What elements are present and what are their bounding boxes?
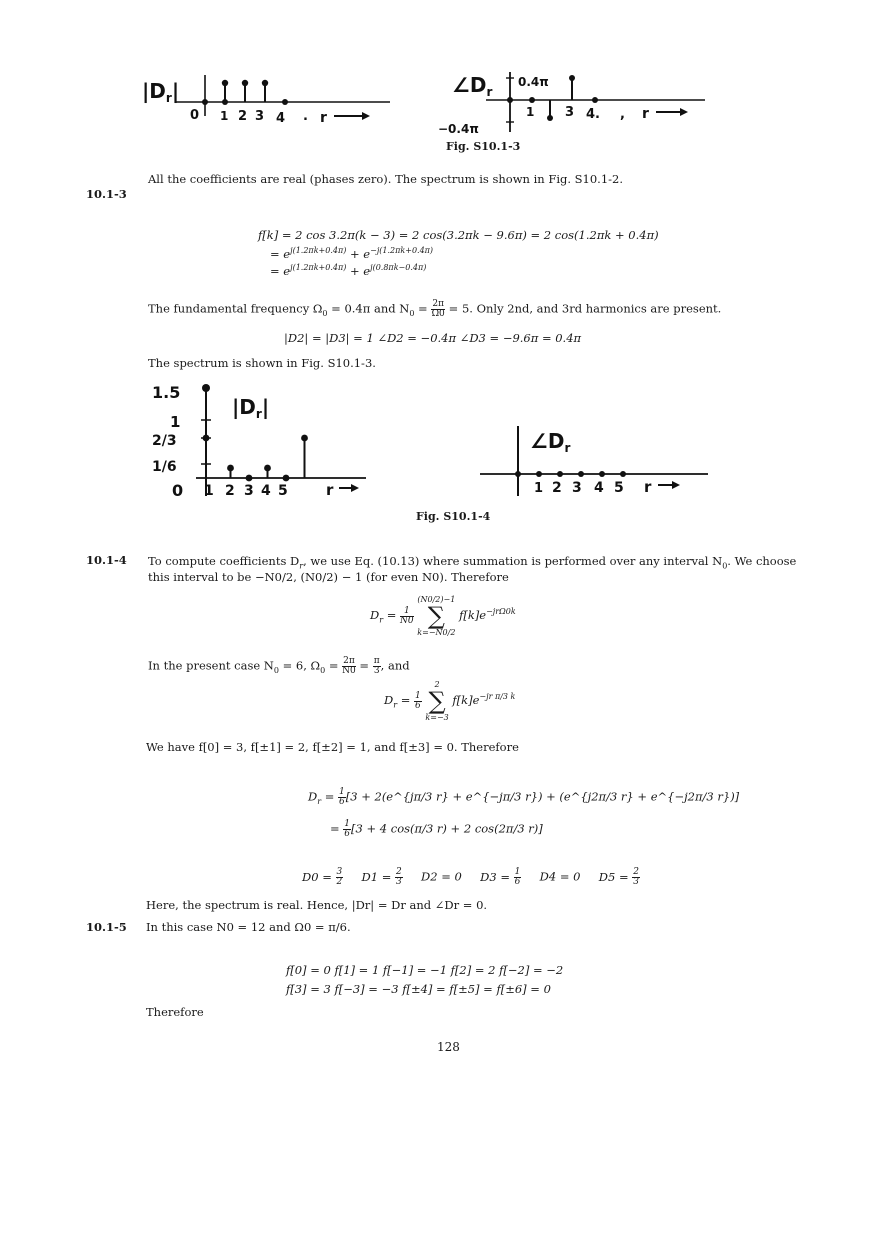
- fig4-tick-0: 0: [172, 481, 184, 500]
- para-we-have: We have f[0] = 3, f[±1] = 2, f[±2] = 1, and f[±3] = 0. Therefore: [146, 740, 519, 754]
- fig4-right-dot: [578, 471, 584, 477]
- fig4-ytick-1-5: 1.5: [152, 383, 181, 402]
- fig4-tick-3: 3: [244, 483, 254, 499]
- fig3-left-dot: [202, 99, 208, 105]
- eq-f-values-1: f[0] = 0 f[1] = 1 f[−1] = −1 f[2] = 2 f[−2] = −2: [286, 963, 564, 977]
- fig3-right-dot: [529, 97, 535, 103]
- para-therefore: Therefore: [146, 1005, 204, 1019]
- fig3-left-stem-head: [222, 80, 228, 86]
- fig4-right-dot: [536, 471, 542, 477]
- fig4-ytick-1: 1: [170, 413, 181, 431]
- arrow-head-icon: [680, 108, 688, 116]
- fig3-tick-1: 1: [220, 109, 229, 123]
- fig4-left-label: $|D_r|$: [232, 395, 270, 421]
- fig4-right-tick-5: 5: [614, 480, 624, 496]
- fig4-stem-head-3: [264, 465, 271, 472]
- page-number: 128: [437, 1040, 460, 1054]
- fig4-right-tick-3: 3: [572, 480, 582, 496]
- fig4-stem-head-1: [227, 465, 234, 472]
- fig4-tick-4: 4: [261, 483, 271, 499]
- section-10-1-4: 10.1-4: [86, 553, 127, 567]
- para-spectrum-real: Here, the spectrum is real. Hence, |Dr| = Dr and ∠Dr = 0.: [146, 898, 488, 912]
- d1-value: D1 = $\frac{2}{3}$: [361, 867, 402, 887]
- para-10-1-5: In this case N0 = 12 and Ω0 = π/6.: [146, 920, 351, 934]
- fig4-ytick-1-6: 1/6: [152, 459, 177, 475]
- fig3-right-stem-head: [569, 75, 575, 81]
- fig3-right-label: $\angle D_r$: [452, 73, 493, 99]
- fig-s10-1-4-drawing: [146, 378, 716, 502]
- fig-s10-1-3-drawing: [140, 70, 720, 136]
- fig-s10-1-4: [146, 378, 716, 502]
- fig3-tick-dot: .: [303, 109, 308, 124]
- eq-dr-expanded-2: = $\frac{1}{6}$ [3 + 4 cos(π/3 r) + 2 cos(2π/3 r)]: [330, 819, 543, 839]
- fig4-caption: Fig. S10.1-4: [416, 510, 491, 523]
- fig3-right-tick-4: 4.: [586, 107, 600, 122]
- eq-fk-line3: = $e^{j(1.2\pi k+0.4\pi)} + e^{j(0.8\pi k-0.4\pi)}$: [270, 263, 427, 278]
- fig3-right-tick-comma: ,: [620, 107, 625, 122]
- arrow-head-icon: [362, 112, 370, 120]
- para-present-case: In the present case $N_0 = 6$, $\Omega_0$ = $\frac{2\pi}{N0}$ = $\frac{\pi}{3}$ , and: [148, 656, 410, 676]
- fig4-stem-head-0: [203, 435, 210, 442]
- sigma-icon: (N0/2)−1 ∑ k=−N0/2: [417, 595, 456, 637]
- section-10-1-3: 10.1-3: [86, 187, 127, 201]
- fig3-right-top: 0.4π: [518, 75, 549, 89]
- d5-value: D5 = $\frac{2}{3}$: [598, 867, 639, 887]
- fig3-left-dot: [222, 99, 228, 105]
- para-10-1-4-line1: To compute coefficients $D_r$, we use Eq. (10.13) where summation is performed over any interval $N_0$. We choose: [148, 554, 797, 571]
- fig3-right-tick-3: 3: [565, 105, 575, 120]
- fig3-left-stem-head: [262, 80, 268, 86]
- d2-value: D2 = 0: [421, 869, 462, 884]
- fig4-tick-2: 2: [225, 483, 235, 499]
- eq-sum-dr-general: $D_r$ = $\frac{1}{N0}$ (N0/2)−1 ∑ k=−N0/2 $f[k]e^{-jr\Omega 0k}$: [370, 595, 516, 637]
- fig3-tick-0: 0: [190, 108, 200, 123]
- fig3-tick-2: 2: [238, 109, 248, 124]
- eq-fk-line2: = $e^{j(1.2\pi k+0.4\pi)} + e^{-j(1.2\pi k+0.4\pi)}$: [270, 246, 434, 261]
- fig4-left-vaxis-top: [202, 384, 210, 392]
- fig4-right-tick-r: r: [644, 478, 652, 496]
- fig3-left-dot: [282, 99, 288, 105]
- d4-value: D4 = 0: [539, 869, 581, 884]
- para-10-1-4-line2: this interval to be −N0/2, (N0/2) − 1 (for even N0). Therefore: [148, 570, 509, 584]
- fig4-right-tick-4: 4: [594, 480, 604, 496]
- fig4-ytick-2-3: 2/3: [152, 433, 177, 449]
- para-coefficients-real: All the coefficients are real (phases zero). The spectrum is shown in Fig. S10.1-2.: [148, 172, 624, 186]
- fig4-stem-head-5: [301, 435, 308, 442]
- fig3-left-label: $|D_r|$: [142, 79, 180, 105]
- fig3-right-tick-1: 1: [526, 105, 535, 119]
- fig4-stem-head-4: [283, 475, 290, 482]
- fig4-tick-5: 5: [278, 483, 288, 499]
- fig4-right-dot: [557, 471, 563, 477]
- fig3-tick-4: 4: [276, 111, 286, 126]
- d0-value: D0 = $\frac{3}{2}$: [302, 867, 343, 887]
- eq-d-coefficients: [302, 868, 640, 887]
- fig4-right-dot: [515, 471, 521, 477]
- eq-sum-dr-specific: $D_r$ = $\frac{1}{6}$ 2 ∑ k=−3 $f[k]e^{-jr \pi/3 k}$: [384, 680, 516, 722]
- fig4-stem-chart: [203, 435, 308, 482]
- fig3-tick-3: 3: [255, 109, 265, 124]
- eq-fk-line1: f[k] = 2 cos 3.2π(k − 3) = 2 cos(3.2πk − 9.6π) = 2 cos(1.2πk + 0.4π): [258, 228, 659, 242]
- eq-f-values-2: f[3] = 3 f[−3] = −3 f[±4] = f[±5] = f[±6] = 0: [286, 982, 551, 996]
- fig3-right-tick-r: r: [642, 106, 649, 122]
- fig3-right-dot: [507, 97, 513, 103]
- fig3-right-stem-head: [547, 115, 553, 121]
- section-10-1-5: 10.1-5: [86, 920, 127, 934]
- fig3-right-bottom: −0.4π: [438, 122, 479, 136]
- fig-s10-1-3: [140, 70, 720, 136]
- para-spectrum-shown: The spectrum is shown in Fig. S10.1-3.: [148, 356, 376, 370]
- fig3-right-dot: [592, 97, 598, 103]
- arrow-head-icon: [672, 481, 680, 489]
- sigma-icon: 2 ∑ k=−3: [425, 680, 449, 722]
- fig4-right-dot: [599, 471, 605, 477]
- eq-dr-expanded-1: $D_r$ = $\frac{1}{6}$ [3 + 2(e^{jπ/3 r} + e^{−jπ/3 r}) + (e^{j2π/3 r} + e^{−j2π/3 r})]: [308, 787, 740, 807]
- fig4-right-tick-1: 1: [534, 481, 544, 496]
- arrow-head-icon: [351, 484, 359, 492]
- fig4-right-dot: [620, 471, 626, 477]
- fig4-tick-1: 1: [204, 483, 214, 499]
- fig3-left-stem-head: [242, 80, 248, 86]
- fig4-right-label: $\angle D_r$: [530, 429, 571, 455]
- eq-d-values: |D2| = |D3| = 1 ∠D2 = −0.4π ∠D3 = −9.6π = 0.4π: [284, 331, 582, 345]
- fig4-right-tick-2: 2: [552, 480, 562, 496]
- para-fundamental: The fundamental frequency $\Omega_0 = 0.4\pi$ and $N_0$ = $\frac{2\pi}{\Omega 0}$ = 5. Only 2nd, and 3rd harmonics are present.: [148, 299, 722, 319]
- fig3-caption: Fig. S10.1-3: [446, 140, 521, 153]
- fig4-stem-head-2: [246, 475, 253, 482]
- fig4-tick-r: r: [326, 481, 334, 499]
- d3-value: D3 = $\frac{1}{6}$: [480, 867, 521, 887]
- fig3-tick-r: r: [320, 110, 327, 126]
